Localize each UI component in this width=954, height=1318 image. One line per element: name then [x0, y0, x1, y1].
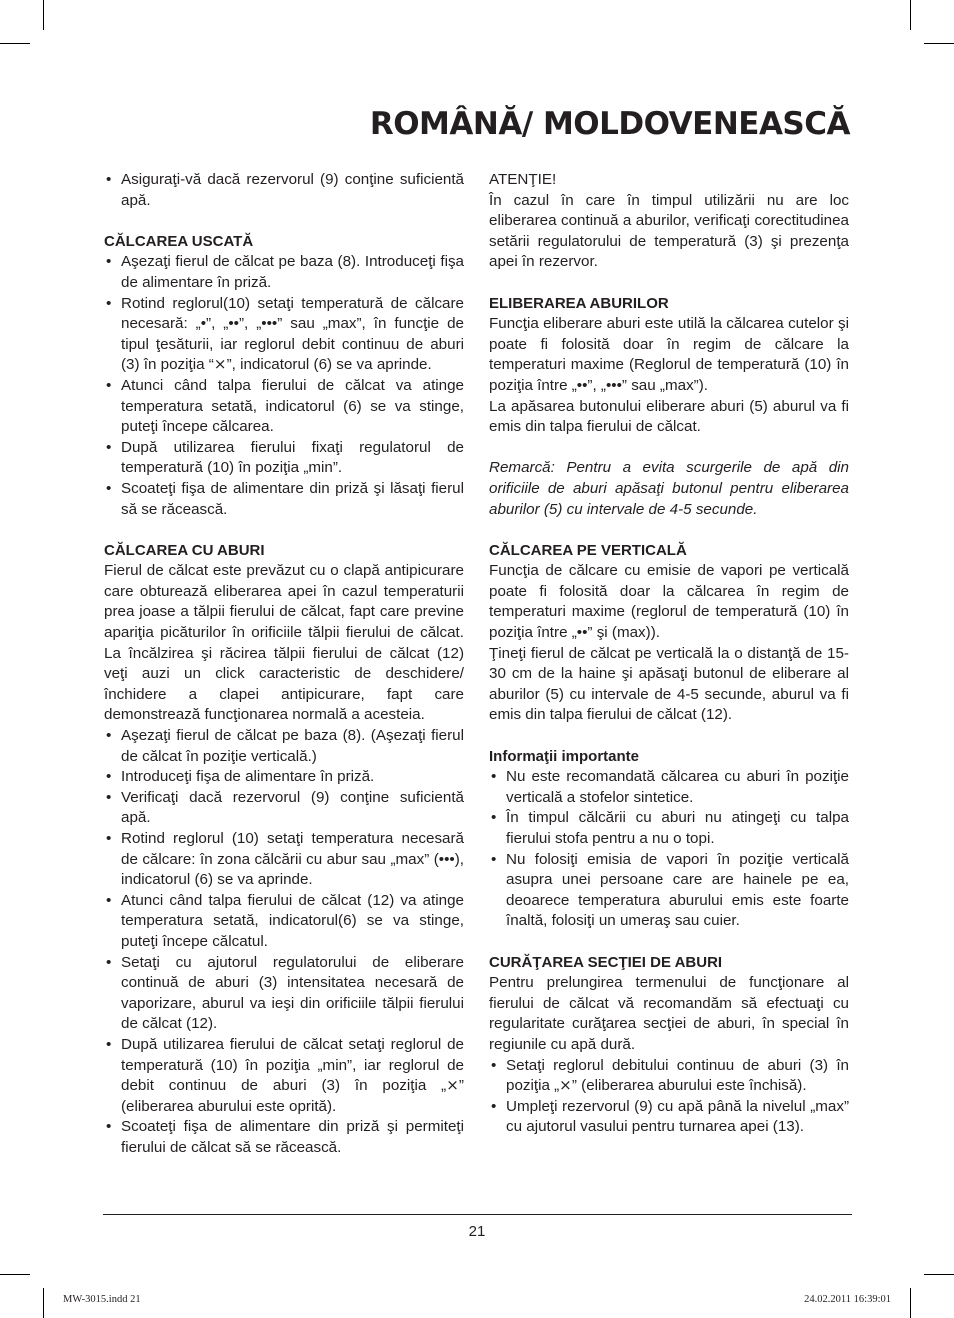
attention-heading: ATENŢIE! — [489, 171, 557, 188]
list-item: • Asiguraţi-vă dacă rezervorul (9) conţine suficientă apă. — [104, 170, 464, 211]
list-item: • Umpleţi rezervorul (9) cu apă până la nivelul „max” cu ajutorul vasului pentru turnarea apei (13). — [489, 1097, 849, 1138]
crop-mark — [0, 43, 30, 44]
list-item: • Aşezaţi fierul de călcat pe baza (8). (Aşezaţi fierul de călcat în poziţie verticală.) — [104, 726, 464, 767]
remark-label: Remarcă: — [489, 459, 555, 477]
list-item: • Verificaţi dacă rezervorul (9) conţine suficientă apă. — [104, 788, 464, 829]
list-item: • Introduceţi fişa de alimentare în priză. — [104, 767, 464, 788]
crop-mark — [924, 1274, 954, 1275]
section-heading-dry-ironing: CĂLCAREA USCATĂ — [104, 232, 254, 250]
list-item: • Atunci când talpa fierului de călcat (12) va atinge temperatura setată, indicatorul(6) se va stinge, puteţi începe călcatul. — [104, 891, 464, 953]
footer-divider — [103, 1214, 852, 1215]
list-item: • După utilizarea fierului fixaţi regulatorul de temperatură (10) în poziţia „min”. — [104, 438, 464, 479]
steam-ironing-paragraph: Fierul de călcat este prevăzut cu o clapă antipicurare care obturează eliberarea apei în cazul temperaturii prea joase a tălpii fierului de călcat, fapt care previne apariţia picăturilor în orificiile tălpii fierului de călcat. La încălzirea şi răcirea tălpii fierului de călcat (12) veţi auzi un click caracteristic de deschidere/închidere a clapei antipicurare, fapt care demonstrează funcţionarea normală a acesteia. — [104, 562, 464, 724]
list-item: • Setaţi cu ajutorul regulatorului de eliberare continuă de aburi (3) intensitatea necesară de vaporizare, aburul va ieşi din orificiile tălpii fierului de călcat (12). — [104, 953, 464, 1035]
list-item: • Aşezaţi fierul de călcat pe baza (8). Introduceţi fişa de alimentare în priză. — [104, 252, 464, 293]
section-heading-important-info: Informaţii importante — [489, 747, 640, 765]
important-info-bullet-list — [489, 767, 849, 932]
section-heading-cleaning: CURĂŢAREA SECŢIEI DE ABURI — [489, 953, 723, 971]
dry-ironing-bullet-list — [104, 252, 464, 520]
list-item: • Scoateţi fişa de alimentare din priză şi permiteţi fierului de călcat să se răcească. — [104, 1117, 464, 1158]
list-item: • Setaţi reglorul debitului continuu de aburi (3) în poziţia „⨯” (eliberarea aburului este închisă). — [489, 1056, 849, 1097]
section-heading-steam-release: ELIBERAREA ABURILOR — [489, 294, 669, 312]
crop-mark — [910, 1288, 911, 1318]
crop-mark — [0, 1274, 30, 1275]
print-slug-date: 24.02.2011 16:39:01 — [804, 1294, 891, 1305]
crop-mark — [43, 0, 44, 30]
cleaning-paragraph: Pentru prelungirea termenului de funcţionare al fierului de călcat vă recomandăm să efectuaţi cu regularitate curăţarea secţiei de aburi, în special în regiunile cu apă dură. — [489, 974, 849, 1053]
list-item: • După utilizarea fierului de călcat setaţi reglorul de temperatură (10) în poziţia „min”, iar reglorul de debit continuu de aburi (3) în poziţia „⨯” (eliberarea aburului este oprită). — [104, 1035, 464, 1117]
list-item: • Rotind reglorul (10) setaţi temperatura necesară de călcare: în zona călcării cu abur sau „max” (•••), indicatorul (6) se va aprinde. — [104, 829, 464, 891]
section-heading-steam-ironing: CĂLCAREA CU ABURI — [104, 541, 265, 559]
list-item: • Rotind reglorul(10) setaţi temperatură de călcare necesară: „•”, „••”, „•••” sau „max”, în funcţie de tipul ţesăturii, iar reglorul debit continuu de aburi (3) în poziţia “⨯”, indicatorul (6) se va aprinde. — [104, 294, 464, 376]
left-column — [104, 170, 464, 1159]
list-item: • Scoateţi fişa de alimentare din priză şi lăsaţi fierul să se răcească. — [104, 479, 464, 520]
page-number: 21 — [468, 1223, 486, 1240]
intro-bullet-list — [104, 170, 464, 211]
print-slug-file: MW-3015.indd 21 — [63, 1294, 141, 1305]
list-item: • Atunci când talpa fierului de călcat va atinge temperatura setată, indicatorul (6) se va stinge, puteţi începe călcarea. — [104, 376, 464, 438]
crop-mark — [924, 43, 954, 44]
list-item: • Nu este recomandată călcarea cu aburi în poziţie verticală a stofelor sintetice. — [489, 767, 849, 808]
vertical-ironing-paragraph: Ţineţi fierul de călcat pe verticală la o distanţă de 15-30 cm de la haine şi apăsaţi butonul de eliberare al aburilor (5) cu intervale de 4-5 secunde, aburul va fi emis din talpa fierului de călcat (12). — [489, 644, 849, 724]
list-item: • În timpul călcării cu aburi nu atingeţi cu talpa fierului stofa pentru a nu o topi. — [489, 808, 849, 849]
steam-ironing-bullet-list — [104, 726, 464, 1158]
crop-mark — [910, 0, 911, 30]
vertical-ironing-paragraph: Funcţia de călcare cu emisie de vapori pe verticală poate fi folosită doar la călcarea în regim de temperaturi maxime (reglorul de temperatură (10) în poziţia între „••” şi (max)). — [489, 562, 849, 642]
section-heading-vertical-ironing: CĂLCAREA PE VERTICALĂ — [489, 541, 687, 559]
attention-paragraph: În cazul în care în timpul utilizării nu are loc eliberarea continuă a aburilor, verificaţi corectitudinea setării regulatorului de temperatură (3) şi prezenţa apei în rezervor. — [489, 191, 849, 271]
cleaning-bullet-list — [489, 1056, 849, 1138]
steam-release-paragraph: Funcţia eliberare aburi este utilă la călcarea cutelor şi poate fi folosită doar în regim de călcare la temperaturi maxime (Reglorul de temperatură (10) în poziţia între „••”, „•••” sau „max”). — [489, 315, 849, 394]
remark-text: Pentru a evita scurgerile de apă din orificiile de aburi apăsaţi butonul pentru eliberarea aburilor (5) cu intervale de 4-5 secunde. — [489, 459, 849, 518]
remark-paragraph — [489, 458, 849, 520]
crop-mark — [43, 1288, 44, 1318]
steam-release-paragraph: La apăsarea butonului eliberare aburi (5) aburul va fi emis din talpa fierului de călcat. — [489, 397, 849, 436]
page-title: ROMÂNĂ/ MOLDOVENEASCĂ — [369, 106, 850, 142]
list-item: • Nu folosiţi emisia de vapori în poziţie verticală asupra unei persoane care are hainele pe ea, deoarece temperatura aburului emis este foarte înaltă, folosiţi un umeraş sau cuier. — [489, 850, 849, 932]
right-column — [489, 170, 849, 1138]
